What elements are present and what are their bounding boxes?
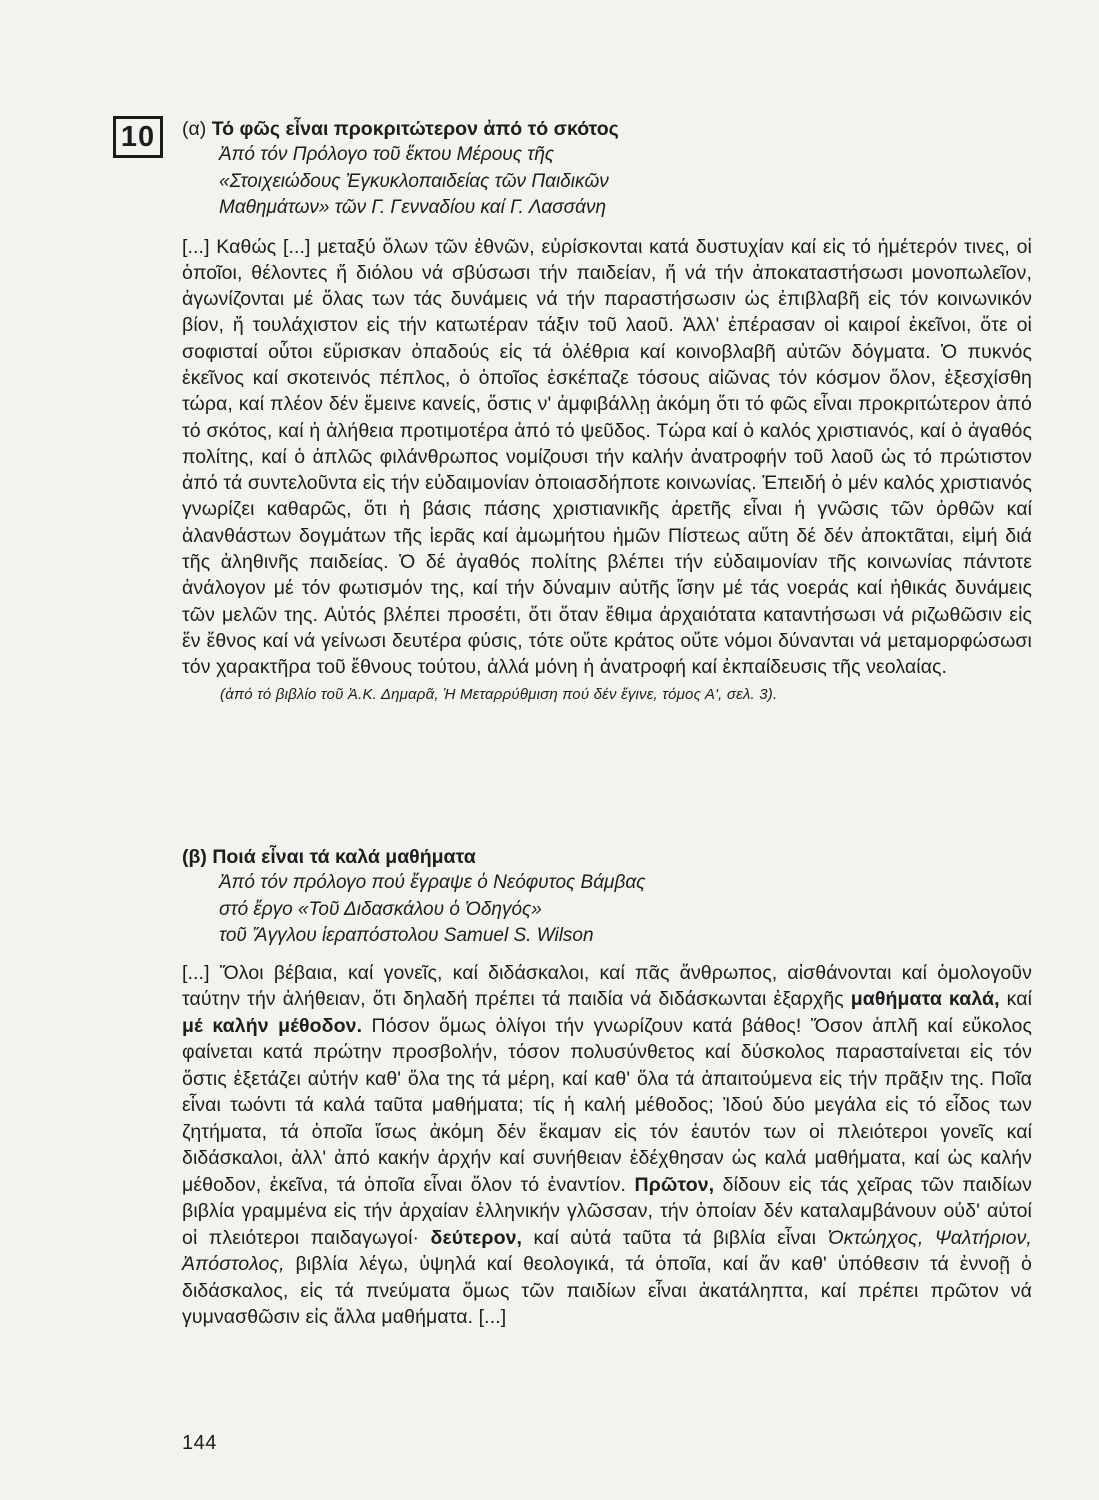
section-a-subtitle-line: Μαθημάτων» τῶν Γ. Γενναδίου καί Γ. Λασσάνη	[219, 197, 607, 218]
section-number-badge: 10	[113, 116, 163, 158]
section-b-heading	[182, 844, 1032, 870]
section-a-letter: (α)	[182, 118, 207, 140]
section-a-title: Τό φῶς εἶναι προκριτώτερον ἀπό τό σκότος	[211, 118, 619, 140]
bold-phrase: μέ καλήν μέθοδον.	[182, 1014, 363, 1037]
body-text-run: [...] Ὅλοι βέβαια, καί γονεῖς, καί διδάσκαλοι, καί πᾶς ἄνθρωπος, αἰσθάνονται καί ὁμολογοῦν ταύτην τήν ἀλήθειαν, ὅτι δηλαδή πρέπει τά παιδία νά διδάσκωνται ἐξαρχῆς	[182, 961, 1032, 1010]
italic-phrase: Ὀκτώηχος, Ψαλτήριον, Ἀπόστολος,	[182, 1226, 1032, 1275]
body-text-run: καί	[1006, 988, 1032, 1010]
section-b-subtitle-line: τοῦ Ἄγγλου ἱεραπόστολου Samuel S. Wilson	[219, 925, 594, 946]
section-a-heading	[182, 116, 1032, 142]
section-a-body: [...] Καθώς [...] μεταξύ ὅλων τῶν ἐθνῶν, εὑρίσκονται κατά δυστυχίαν καί εἰς τό ἡμέτερόν τινες, οἱ ὁποῖοι, θέλοντες ἤ διόλου νά σβύσωσι τήν παιδείαν, ἤ νά τήν ἀποκαταστήσωσι μονοπωλεῖον, ἀγωνίζονται μέ ὅλας των τάς δυνάμεις νά τήν παραστήσωσιν ὡς ἐπιβλαβῆ εἰς τόν κοινωνικόν βίον, ἤ τουλάχιστον εἰς τήν κατωτέραν τάξιν τοῦ λαοῦ. Ἀλλ' ἐπέρασαν οἱ καιροί ἐκεῖνοι, ὅτε οἱ σοφισταί οὗτοι εὕρισκαν ὀπαδούς εἰς τά ὀλέθρια καί κοινοβλαβῆ αὐτῶν δόγματα. Ὁ πυκνός ἐκεῖνος καί σκοτεινός πέπλος, ὁ ὁποῖος ἐσκέπαζε τόσους αἰῶνας τόν κόσμον ὅλον, ἐξεσχίσθη τώρα, καί πλέον δέν ἔμεινε κανείς, ὅστις ν' ἀμφιβάλλῃ ἀκόμη ὅτι τό φῶς εἶναι προκριτώτερον ἀπό τό σκότος, καί ἡ ἀλήθεια προτιμοτέρα ἀπό τό ψεῦδος. Τώρα καί ὁ καλός χριστιανός, καί ὁ ἀγαθός πολίτης, καί ὁ ἁπλῶς φιλάνθρωπος νομίζουσι τήν καλήν ἀνατροφήν τοῦ λαοῦ ὡς τό πρώτιστον ἀπό τά συντελοῦντα εἰς τήν εὐδαιμονίαν ὁποιασδήποτε κοινωνίας. Ἐπειδή ὁ μέν καλός χριστιανός γνωρίζει καθαρῶς, ὅτι ἡ βάσις πάσης χριστιανικῆς ἀρετῆς εἶναι ἡ γνῶσις τῶν ὀρθῶν καί ἀλανθάστων δογμάτων τῆς ἱερᾶς καί ἀμωμήτου ἡμῶν Πίστεως αὕτη δέ δέν ἀποκτᾶται, εἰμή διά τῆς ἀληθινῆς παιδείας. Ὁ δέ ἀγαθός πολίτης βλέπει τήν εὐδαιμονίαν τῆς κοινωνίας πάντοτε ἀνάλογον μέ τόν φωτισμόν της, καί τήν δύναμιν αὐτῆς ἴσην μέ τάς νοεράς καί ἠθικάς δυνάμεις τῶν μελῶν της. Αὐτός βλέπει προσέτι, ὅτι ὅταν ἔθιμα ἀρχαιότατα καταντήσωσι νά ριζωθῶσιν εἰς ἕν ἔθνος καί νά γείνωσι δευτέρα φύσις, τότε οὔτε κράτος οὔτε νόμοι δύνανται νά μεταμορφώσωσι τόν χαρακτῆρα τοῦ ἔθνους τούτου, ἀλλά μόνη ἡ ἀνατροφή καί ἐκπαίδευσις τῆς νεολαίας.	[182, 235, 1032, 679]
page-number: 144	[182, 1432, 217, 1454]
section-b-body	[182, 960, 1032, 1331]
bold-phrase: Πρῶτον,	[634, 1173, 715, 1196]
section-a-source: (ἀπό τό βιβλίο τοῦ Ἀ.Κ. Δημαρᾶ, Ἡ Μεταρρύθμιση πού δέν ἔγινε, τόμος Α', σελ. 3).	[220, 685, 778, 703]
body-text-run: δίδουν εἰς τάς χεῖρας τῶν παιδίων βιβλία γραμμένα εἰς τήν ἀρχαίαν ἑλληνικήν γλῶσσαν, τήν ὁποίαν δέν καταλαμβάνουν οὐδ' αὐτοί οἱ πλειότεροι παιδαγωγοί·	[182, 1173, 1032, 1249]
section-a-subtitle-line: Ἀπό τόν Πρόλογο τοῦ ἕκτου Μέρους τῆς	[219, 144, 555, 165]
section-b-subtitle-line: στό ἔργο «Τοῦ Διδασκάλου ὁ Ὁδηγός»	[219, 898, 542, 920]
section-b-subtitle-line: Ἀπό τόν πρόλογο πού ἔγραψε ὁ Νεόφυτος Βάμβας	[219, 872, 646, 893]
section-a	[182, 116, 1032, 705]
section-a-subtitle-line: «Στοιχειώδους Ἐγκυκλοπαιδείας τῶν Παιδικῶν	[219, 170, 609, 192]
body-text-run: βιβλία λέγω, ὑψηλά καί θεολογικά, τά ὁποῖα, καί ἄν καθ' ὑπόθεσιν τά ἐννοῇ ὁ διδάσκαλος, εἰς τά πνεύματα ὅμως τῶν παιδίων εἶναι ἀκατάληπτα, καί πρέπει πρῶτον νά γυμνασθῶσιν εἰς ἄλλα μαθήματα. [...]	[182, 1253, 1032, 1328]
section-b-title: Ποιά εἶναι τά καλά μαθήματα	[212, 846, 476, 868]
section-b	[182, 844, 1032, 1331]
body-text-run: Πόσον ὅμως ὀλίγοι τήν γνωρίζουν κατά βάθος! Ὅσον ἁπλῆ καί εὔκολος φαίνεται κατά πρώτην προσβολήν, τόσον πολυσύνθετος καί δύσκολος παρασταίνεται εἰς τόν ὅστις ἐξετάζει αὐτήν καθ' ὅλα της τά μέρη, καί καθ' ὅλα τά ἀπαιτούμενα εἰς τήν πρᾶξιν της. Ποῖα εἶναι τωόντι τά καλά ταῦτα μαθήματα; τίς ἡ καλή μέθοδος; Ἰδού δύο μεγάλα εἰς τό εἶδος των ζητήματα, τά ὁποῖα ἴσως ἀκόμη δέν ἔκαμαν εἰς τόν ἑαυτόν των οἱ πλειότεροι γονεῖς καί διδάσκαλοι, ἀλλ' ἀπό κακήν ἀρχήν καί συνήθειαν ἐδέχθησαν ὡς καλά μαθήματα, καί ὡς καλήν μέθοδον, ἐκεῖνα, τά ὁποῖα εἶναι ὅλον τό ἐναντίον.	[182, 1014, 1033, 1196]
bold-phrase: μαθήματα καλά,	[850, 988, 1000, 1010]
section-b-letter: (β)	[182, 846, 207, 868]
bold-phrase: δεύτερον,	[430, 1226, 523, 1249]
body-text-run: καί αὐτά ταῦτα τά βιβλία εἶναι	[533, 1226, 817, 1249]
